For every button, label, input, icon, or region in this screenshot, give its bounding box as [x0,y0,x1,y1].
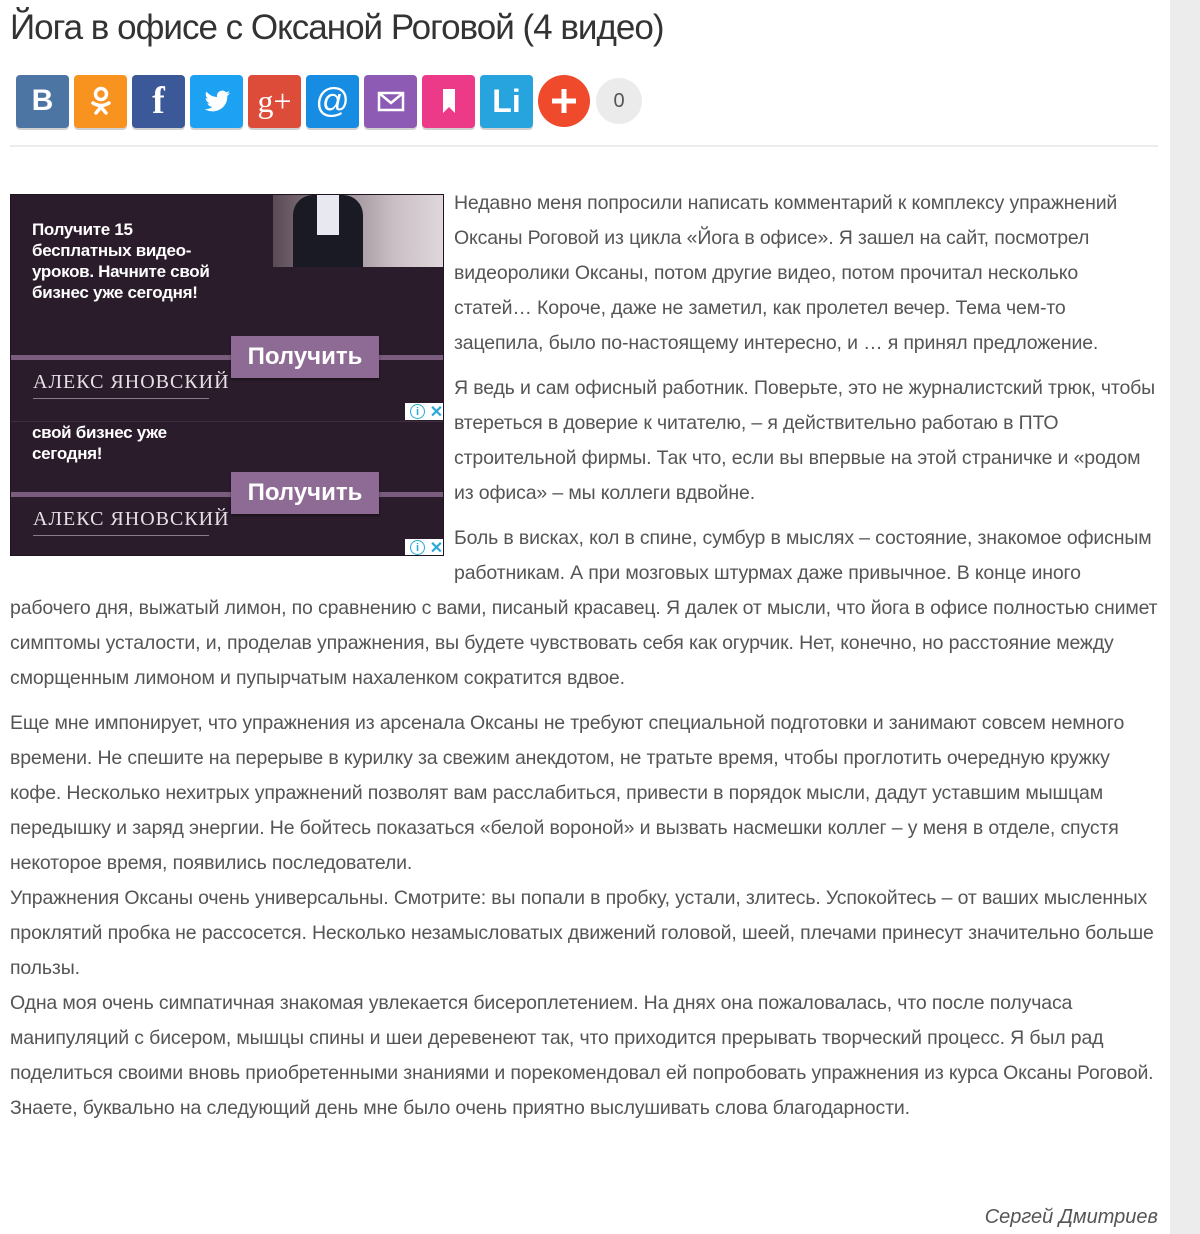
mail-ru-icon: @ [315,81,350,120]
article-paragraph: Я ведь и сам офисный работник. Поверьте, это не журналистский трюк, чтобы втереться в доверие к читателю, – я действительно работаю в ПТО строительной фирмы. Так что, если вы впервые на этой страничке и «родом из офиса» – мы коллеги вдвойне. [454,377,1156,504]
share-more-button[interactable] [538,75,590,127]
page-title: Йога в офисе с Оксаной Роговой (4 видео) [10,8,664,47]
ad-brand: АЛЕКС ЯНОВСКИЙ [33,508,230,530]
liveinternet-icon: Li [492,82,521,119]
facebook-icon: f [152,80,165,122]
close-icon[interactable]: ✕ [429,539,444,556]
ad-stripe [11,492,444,497]
scrollbar[interactable] [1170,0,1200,1234]
ad-cta-button[interactable]: Получить [231,472,379,514]
plus-icon [547,84,581,118]
ad-brand-underline [33,535,209,536]
share-google-plus-button[interactable] [248,75,301,128]
bookmark-icon [432,84,466,118]
envelope-icon [374,84,408,118]
ad-unit[interactable] [11,421,444,556]
article-paragraph: Недавно меня попросили написать комментарий к комплексу упражнений Оксаны Роговой из цикла «Йога в офисе». Я зашел на сайт, посмотрел видеоролики Оксаны, потом другие видео, потом прочитал несколько статей… Короче, даже не заметил, как пролетел вечер. Тема чем-то зацепила, было по-настоящему интересно, и … я принял предложение. [454,192,1118,354]
vk-icon: B [31,84,54,117]
article-paragraph: Еще мне импонирует, что упражнения из арсенала Оксаны не требуют специальной подготовки и занимают совсем немного времени. Не спешите на перерыве в курилку за свежим анекдотом, не тратьте время, чтобы проглотить очередную кружку кофе. Несколько нехитрых упражнений позволят вам расслабиться, привести в порядок мысли, дадут уставшим мышцам передышку и заряд энергии. Не бойтесь показаться «белой вороной» и вызвать насмешки коллег – у меня в отделе, спустя некоторое время, появились последователи. [10,712,1125,874]
share-twitter-button[interactable] [190,75,243,128]
ad-brand: АЛЕКС ЯНОВСКИЙ [33,371,230,393]
share-facebook-button[interactable] [132,75,185,128]
share-bar [16,74,642,128]
ad-choices[interactable] [405,403,444,420]
info-icon[interactable]: i [410,540,425,555]
google-plus-icon: g+ [257,82,292,119]
share-odnoklassniki-button[interactable] [74,75,127,128]
odnoklassniki-icon [84,84,118,118]
ad-unit[interactable] [11,195,444,421]
twitter-icon [200,84,234,118]
ad-choices[interactable] [405,539,444,556]
close-icon[interactable]: ✕ [429,403,444,421]
ad-text: свой бизнес уже сегодня! [32,423,167,463]
ad-brand-underline [33,398,209,399]
share-count-badge: 0 [596,78,642,124]
ad-text: Получите 15 бесплатных видео-уроков. Начните свой бизнес уже сегодня! [32,220,210,302]
ad-cta-button[interactable]: Получить [231,336,379,378]
share-email-button[interactable] [364,75,417,128]
article-paragraph: Упражнения Оксаны очень универсальны. Смотрите: вы попали в пробку, устали, злитесь. Успокойтесь – от ваших мысленных проклятий пробка не рассосется. Несколько незамысловатых движений головой, шеей, плечами принесут значительно больше пользы. [10,887,1154,979]
article-paragraph: Боль в висках, кол в спине, сумбур в мыслях – состояние, знакомое офисным работникам. А при мозговых штурмах даже привычное. В конце иного рабочего дня, выжатый лимон, по сравнению с вами, писаный красавец. Я далек от мысли, что йога в офисе полностью снимет симптомы усталости, и, проделав упражнения, вы будете чувствовать себя как огурчик. Нет, конечно, но расстояние между сморщенным лимоном и пупырчатым нахаленком сократится вдвое. [10,527,1158,689]
ad-stripe [11,355,444,360]
share-mail-ru-button[interactable] [306,75,359,128]
article-author: Сергей Дмитриев [984,1206,1158,1228]
info-icon[interactable]: i [410,404,425,419]
ad-photo [273,195,444,267]
advertisement[interactable] [10,194,444,556]
share-liveinternet-button[interactable] [480,75,533,128]
article-paragraph: Одна моя очень симпатичная знакомая увлекается бисероплетением. На днях она пожаловалась, что после получаса манипуляций с бисером, мышцы спины и шеи деревенеют так, что приходится прерывать творческий процесс. Я был рад поделиться своими вновь приобретенными знаниями и порекомендовал ей попробовать упражнения из курса Оксаны Роговой. Знаете, буквально на следующий день мне было очень приятно выслушивать слова благодарности. [10,992,1154,1119]
divider [10,145,1158,147]
share-vk-button[interactable] [16,75,69,128]
share-bookmark-button[interactable] [422,75,475,128]
